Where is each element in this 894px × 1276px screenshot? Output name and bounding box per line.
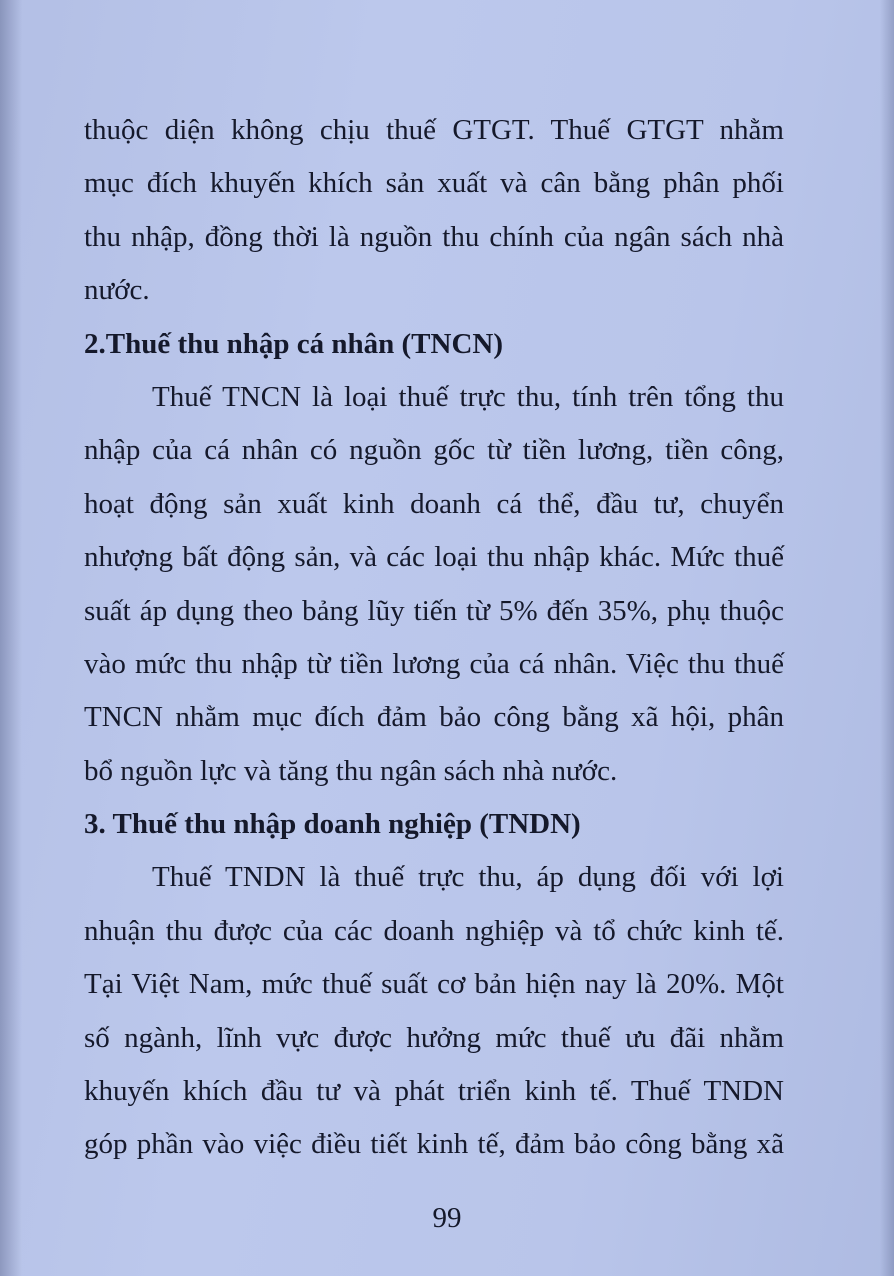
- spine-shadow: [0, 0, 22, 1276]
- paragraph-line: nhập của cá nhân có nguồn gốc từ tiền lương, tiền công,: [84, 434, 784, 467]
- section-heading-tncn: 2.Thuế thu nhập cá nhân (TNCN): [84, 327, 504, 360]
- paragraph-line: khuyến khích đầu tư và phát triển kinh tế. Thuế TNDN: [84, 1075, 784, 1108]
- body-text: [84, 104, 784, 1172]
- paragraph-line: Tại Việt Nam, mức thuế suất cơ bản hiện nay là 20%. Một: [84, 968, 784, 1001]
- paragraph-line: nước.: [84, 274, 150, 307]
- paragraph-line: nhuận thu được của các doanh nghiệp và tổ chức kinh tế.: [84, 914, 784, 947]
- paragraph-line: thuộc diện không chịu thuế GTGT. Thuế GTGT nhằm: [84, 114, 784, 146]
- paragraph-line: Thuế TNCN là loại thuế trực thu, tính trên tổng thu: [152, 380, 784, 413]
- paragraph-line: số ngành, lĩnh vực được hưởng mức thuế ưu đãi nhằm: [84, 1021, 784, 1054]
- page-edge-shadow: [880, 0, 894, 1276]
- paragraph-line: mục đích khuyến khích sản xuất và cân bằng phân phối: [84, 167, 784, 200]
- paragraph-line: TNCN nhằm mục đích đảm bảo công bằng xã hội, phân: [84, 701, 784, 734]
- paragraph-line: thu nhập, đồng thời là nguồn thu chính của ngân sách nhà: [84, 220, 784, 253]
- paragraph-line: hoạt động sản xuất kinh doanh cá thể, đầu tư, chuyển: [84, 487, 784, 520]
- paragraph-line: Thuế TNDN là thuế trực thu, áp dụng đối với lợi: [152, 861, 784, 894]
- page-number: 99: [432, 1202, 462, 1234]
- paragraph-line: suất áp dụng theo bảng lũy tiến từ 5% đến 35%, phụ thuộc: [84, 594, 784, 627]
- section-heading-tndn: 3. Thuế thu nhập doanh nghiệp (TNDN): [84, 808, 581, 841]
- paragraph-line: vào mức thu nhập từ tiền lương của cá nhân. Việc thu thuế: [84, 647, 784, 680]
- paragraph-line: nhượng bất động sản, và các loại thu nhập khác. Mức thuế: [84, 541, 784, 574]
- paragraph-line: bổ nguồn lực và tăng thu ngân sách nhà nước.: [84, 754, 618, 787]
- paragraph-line: góp phần vào việc điều tiết kinh tế, đảm bảo công bằng xã: [84, 1128, 784, 1161]
